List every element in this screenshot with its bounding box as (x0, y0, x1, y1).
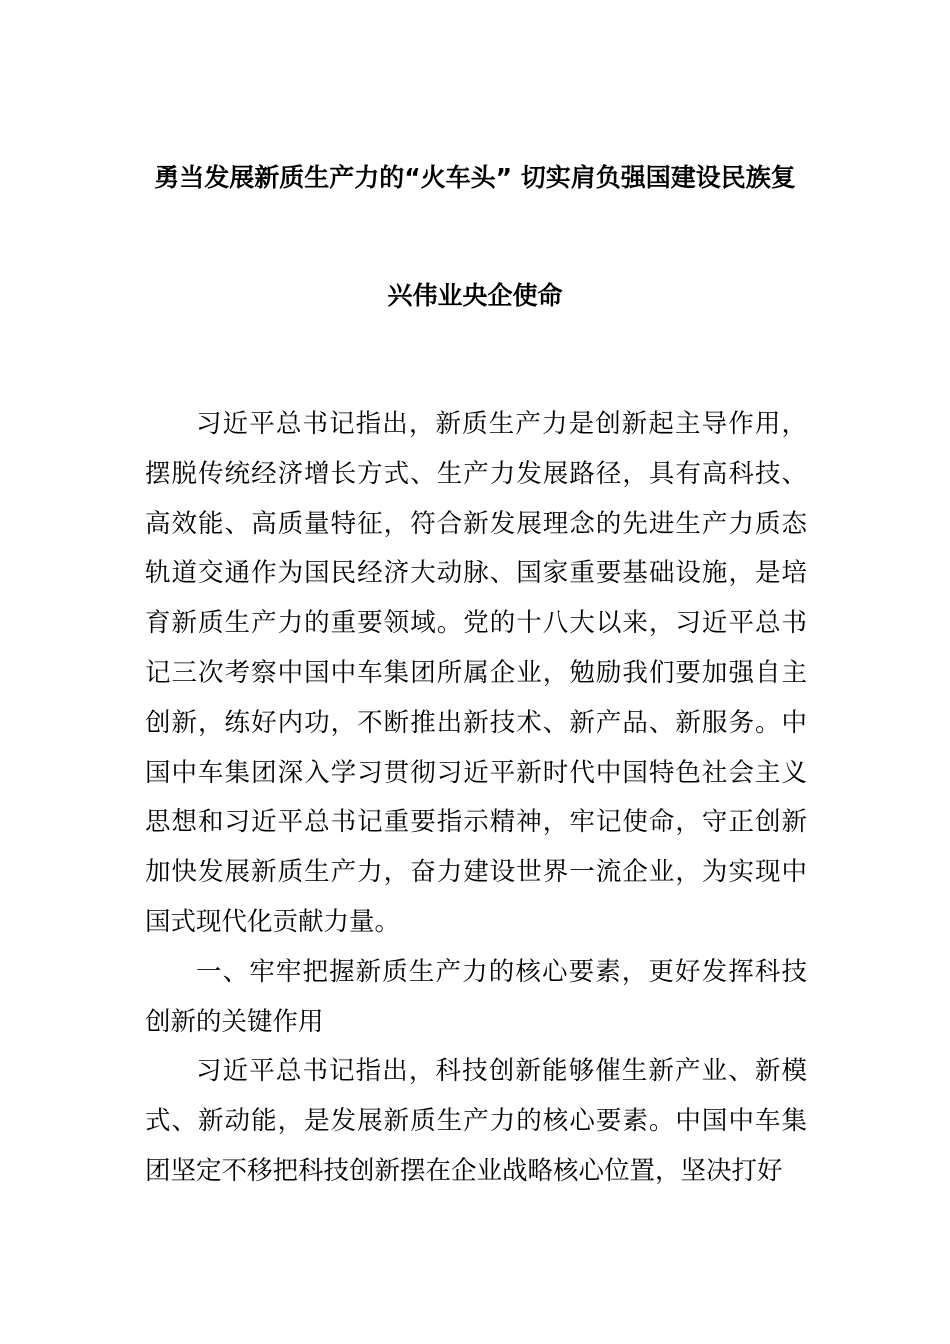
body-paragraph-intro: 习近平总书记指出，新质生产力是创新起主导作用，摆脱传统经济增长方式、生产力发展路径，具有高科技、高效能、高质量特征，符合新发展理念的先进生产力质态轨道交通作为国民经济大动脉、国家重要基础设施，是培育新质生产力的重要领域。党的十八大以来，习近平总书记三次考察中国中车集团所属企业，勉励我们要加强自主创新，练好内功，不断推出新技术、新产品、新服务。中国中车集团深入学习贯彻习近平新时代中国特色社会主义思想和习近平总书记重要指示精神，牢记使命，守正创新加快发展新质生产力，奋力建设世界一流企业，为实现中国式现代化贡献力量。 (145, 409, 807, 937)
body-paragraph-section-1: 习近平总书记指出，科技创新能够催生新产业、新模式、新动能，是发展新质生产力的核心要素。中国中车集团坚定不移把科技创新摆在企业战略核心位置，坚决打好 (145, 1056, 807, 1186)
document-title-line-2: 兴伟业央企使命 (387, 281, 563, 310)
section-heading-1: 一、牢牢把握新质生产力的核心要素，更好发挥科技创新的关键作用 (145, 956, 807, 1037)
document-body (145, 400, 807, 1197)
document-title-line-1: 勇当发展新质生产力的“火车头” 切实肩负强国建设民族复 (154, 163, 796, 192)
